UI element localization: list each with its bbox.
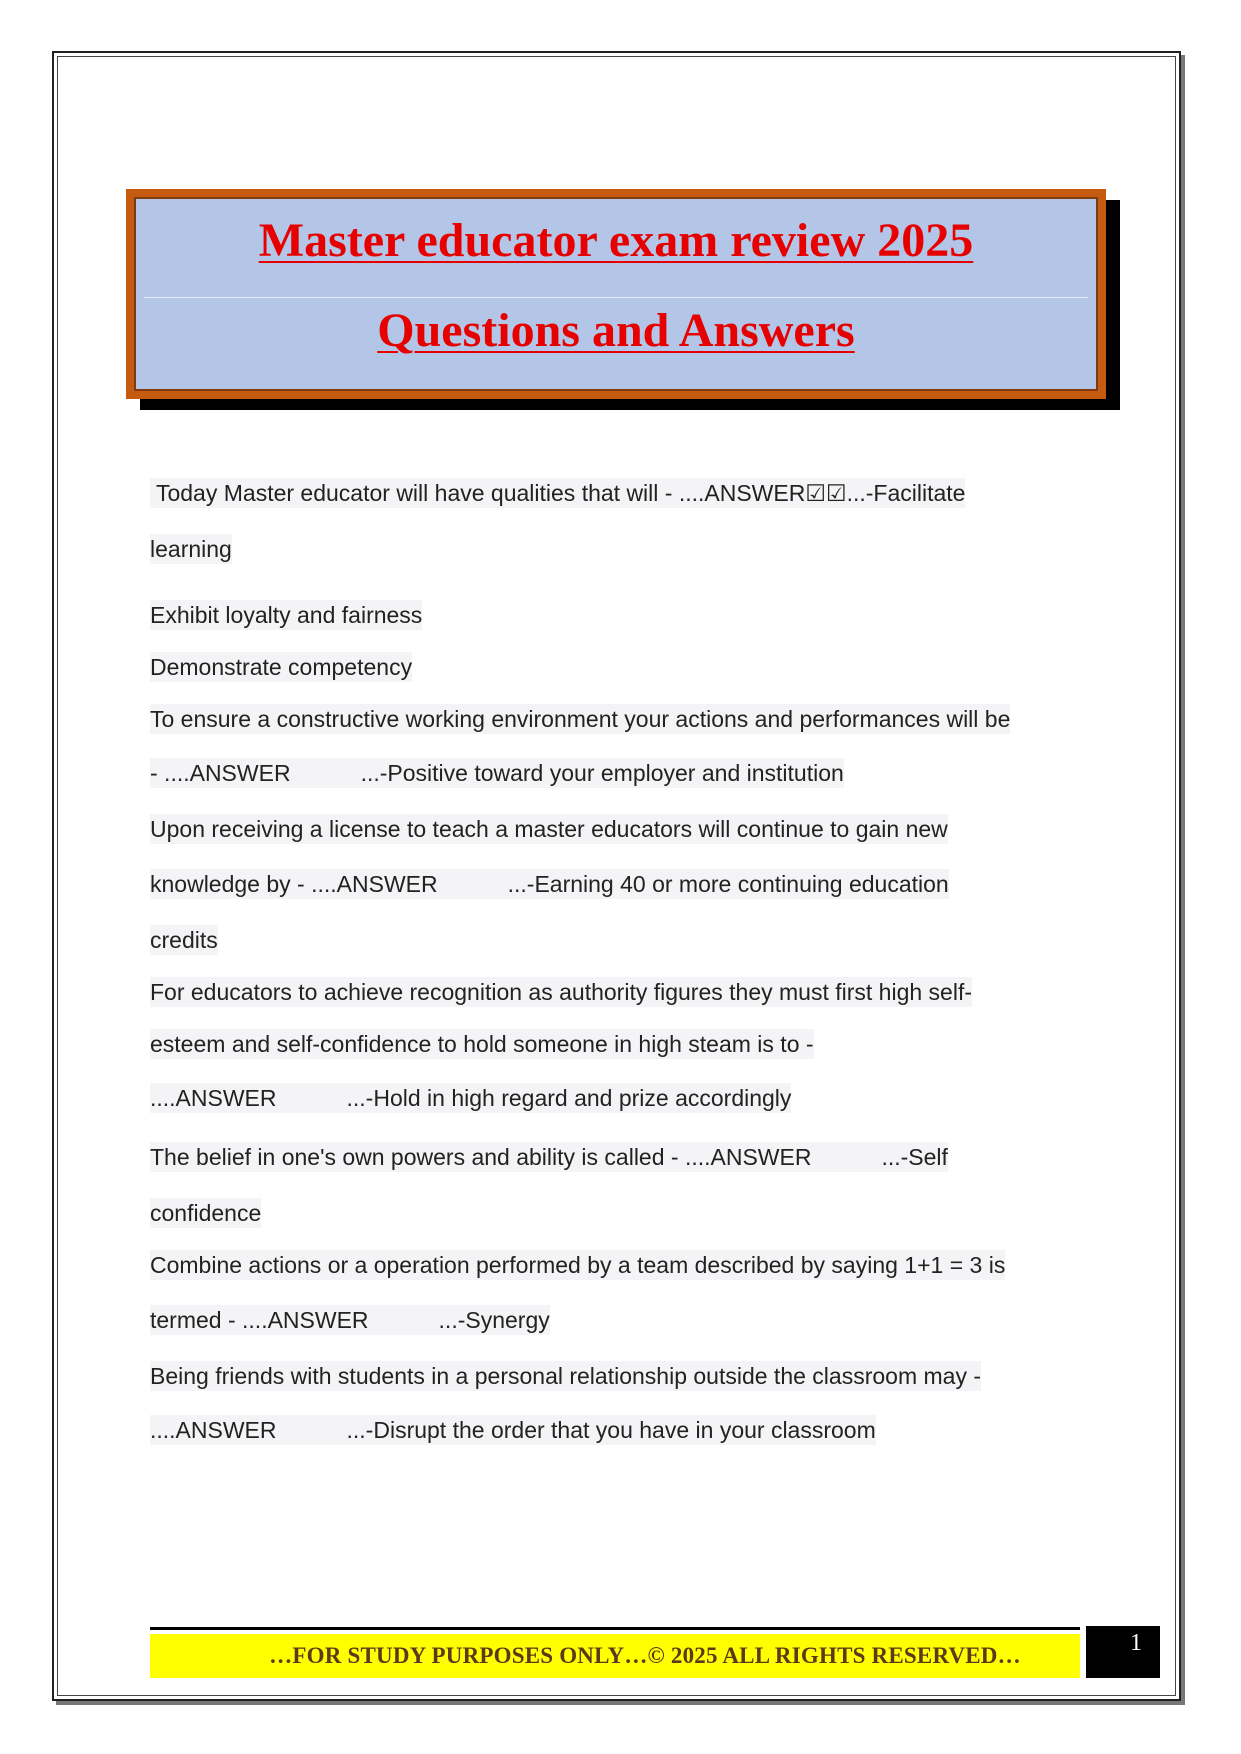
text-line-content	[150, 925, 218, 955]
answer-text: ...-Synergy	[438, 1307, 550, 1333]
answer-text: ...-Positive toward your employer and institution	[360, 760, 844, 786]
text-line-content	[150, 1198, 261, 1228]
text-line	[150, 1031, 814, 1058]
text-line	[150, 602, 422, 629]
footer-rule	[150, 1627, 1080, 1630]
question-text: ....ANSWER	[150, 1085, 277, 1111]
answer-text: ...-Self	[881, 1144, 948, 1170]
text-line	[150, 536, 232, 563]
text-line	[150, 1417, 876, 1444]
text-line	[150, 1085, 791, 1112]
question-text: learning	[150, 536, 232, 562]
text-line-content	[150, 1305, 550, 1335]
question-text: esteem and self-confidence to hold someone in high steam is to -	[150, 1031, 814, 1057]
question-text: The belief in one's own powers and ability is called - ....ANSWER	[150, 1144, 812, 1170]
text-line	[150, 1252, 1005, 1279]
text-line-content	[150, 1250, 1005, 1280]
text-line-content	[150, 1415, 876, 1445]
question-text: Demonstrate competency	[150, 654, 413, 680]
question-text: ....ANSWER	[150, 1417, 277, 1443]
text-line-content	[150, 534, 232, 564]
text-line	[150, 1144, 948, 1171]
document-title-line-1: Master educator exam review 2025	[258, 214, 974, 267]
question-text: Being friends with students in a personal relationship outside the classroom may -	[150, 1363, 981, 1389]
title-divider	[144, 297, 1088, 298]
text-line	[150, 1200, 261, 1227]
question-text: For educators to achieve recognition as authority figures they must first high self-	[150, 979, 973, 1005]
title-box	[126, 189, 1106, 399]
text-line	[150, 480, 965, 507]
answer-text: ...-Disrupt the order that you have in your classroom	[346, 1417, 876, 1443]
text-line	[150, 871, 949, 898]
text-line-content	[150, 600, 422, 630]
question-text: Exhibit loyalty and fairness	[150, 602, 423, 628]
text-line	[150, 927, 218, 954]
question-text: confidence	[150, 1200, 262, 1226]
text-line-content	[150, 1083, 791, 1113]
text-line	[150, 979, 972, 1006]
text-line	[150, 1307, 550, 1334]
footer-band	[150, 1634, 1080, 1678]
text-line-content	[150, 758, 844, 788]
text-line-content	[150, 478, 965, 508]
answer-text: ...-Hold in high regard and prize accordingly	[346, 1085, 792, 1111]
text-line	[150, 816, 948, 843]
question-text: knowledge by - ....ANSWER	[150, 871, 438, 897]
question-text: - ....ANSWER	[150, 760, 291, 786]
question-text: credits	[150, 927, 218, 953]
text-line-content	[150, 814, 948, 844]
text-line-content	[150, 704, 1010, 734]
text-line-content	[150, 1029, 814, 1059]
text-line-content	[150, 1142, 948, 1172]
footer-text: …FOR STUDY PURPOSES ONLY…© 2025 ALL RIGHTS RESERVED…	[269, 1643, 1021, 1668]
text-line-content	[150, 869, 949, 899]
answer-text: ...-Earning 40 or more continuing education	[507, 871, 949, 897]
question-text: Upon receiving a license to teach a master educators will continue to gain new	[150, 816, 948, 842]
text-line-content	[150, 1361, 981, 1391]
text-line	[150, 1363, 981, 1390]
text-line	[150, 706, 1010, 733]
document-title-line-2: Questions and Answers	[377, 304, 855, 357]
question-text: Combine actions or a operation performed by a team described by saying 1+1 = 3 is	[150, 1252, 1006, 1278]
text-line	[150, 760, 844, 787]
page-number: 1	[1086, 1626, 1160, 1678]
text-line-content	[150, 977, 972, 1007]
question-text: Today Master educator will have qualities that will - ....ANSWER☑☑...-Facilitate	[150, 480, 966, 506]
text-line	[150, 654, 412, 681]
question-text: To ensure a constructive working environment your actions and performances will be	[150, 706, 1011, 732]
question-text: termed - ....ANSWER	[150, 1307, 369, 1333]
text-line-content	[150, 652, 412, 682]
